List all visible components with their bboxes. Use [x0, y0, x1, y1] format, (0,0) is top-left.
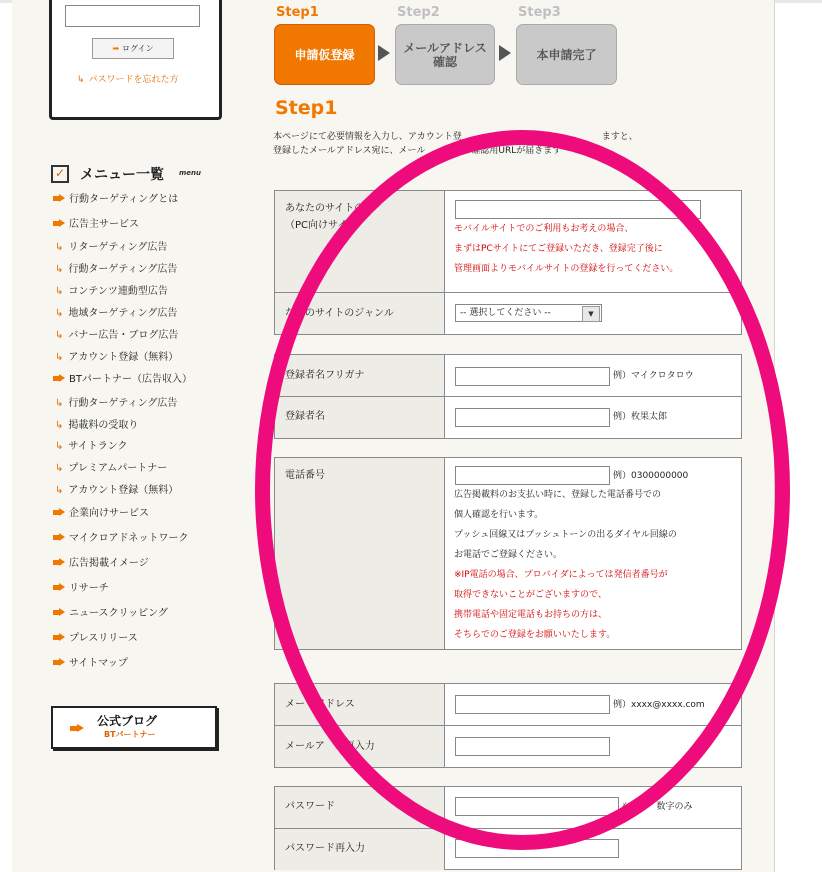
corner-arrow-icon: ↳ [77, 75, 85, 85]
phone-input[interactable] [455, 466, 610, 485]
menu-title-en: menu [179, 169, 202, 177]
sidebar-item[interactable] [53, 262, 177, 278]
email-confirm-input[interactable] [455, 737, 610, 756]
name-row [275, 396, 741, 438]
site-genre-label-text: なたのサイトのジャンル [285, 308, 394, 319]
sidebar-item-label: 広告掲載イメージ [69, 558, 149, 569]
corner-arrow-icon: ↳ [55, 308, 64, 319]
sidebar-item[interactable] [53, 418, 138, 434]
step2-box-label: メールアドレス 確認 [403, 40, 487, 69]
sidebar-item-label: BTパートナー（広告収入） [69, 374, 192, 385]
email-confirm-row [275, 725, 741, 767]
phone-warning: ※IP電話の場合、プロバイダによっては発信者番号が [454, 570, 668, 580]
page-title: Step1 [275, 97, 338, 119]
phone-note: 広告掲載料のお支払い時に、登録した電話番号での [454, 490, 662, 500]
password-label-text: パスワード [285, 801, 335, 812]
arrow-right-icon [53, 374, 65, 383]
arrow-right-icon: ➡ [112, 44, 120, 53]
site-url-label-line1: あなたのサイトの [285, 203, 365, 214]
sidebar-item[interactable] [53, 483, 178, 499]
name-label-text: 登録者名 [285, 411, 325, 422]
phone-warning: そちらでのご登録をお願いいたします。 [454, 630, 616, 640]
corner-arrow-icon: ↳ [55, 242, 64, 253]
phone-note: お電話でご登録ください。 [454, 550, 563, 560]
password-table [274, 786, 742, 870]
name-example: 例）枚果太郎 [613, 412, 668, 422]
phone-note: プッシュ回線又はプッシュトーンの出るダイヤル回線の [454, 530, 677, 540]
email-label-text: メー アドレス [285, 699, 355, 710]
login-panel [49, 0, 222, 120]
corner-arrow-icon: ↳ [55, 463, 64, 474]
sidebar-item-label: リサーチ [69, 583, 109, 594]
login-password-input[interactable] [65, 5, 200, 27]
sidebar-item[interactable] [53, 192, 178, 208]
corner-arrow-icon: ↳ [55, 352, 64, 363]
name-label [275, 397, 445, 438]
corner-arrow-icon: ↳ [55, 420, 64, 431]
sidebar-item-label: サイトランク [68, 441, 128, 452]
sidebar-item[interactable] [53, 506, 149, 522]
step1-label: Step1 [276, 5, 319, 20]
site-info-table [274, 190, 742, 335]
arrow-right-icon [53, 508, 65, 517]
arrow-right-icon [53, 558, 65, 567]
sidebar-item[interactable] [53, 350, 178, 366]
phone-label [275, 458, 445, 649]
email-input[interactable] [455, 695, 610, 714]
sidebar-item-label: 掲載料の受取り [68, 420, 139, 431]
sidebar-item[interactable] [53, 631, 138, 647]
sidebar-item[interactable] [53, 284, 168, 300]
corner-arrow-icon: ↳ [55, 485, 64, 496]
password-confirm-label [275, 829, 445, 870]
password-confirm-label-text: パスワード再入力 [285, 843, 365, 854]
arrow-right-icon [53, 194, 65, 203]
sidebar-item-label: マイクロアドネットワーク [69, 533, 189, 544]
sidebar-item-label: バナー広告・ブログ広告 [68, 330, 179, 341]
sidebar-item-label: ニュースクリッピング [69, 608, 168, 619]
phone-label-text: 電話番号 [285, 470, 325, 481]
intro-line1: 本ページにて必要情報を入力し、アカウント登 [273, 132, 462, 142]
arrow-right-icon [53, 633, 65, 642]
email-row [275, 684, 741, 725]
sidebar-item-label: プレミアムパートナー [68, 463, 168, 474]
checkbox-icon: ✓ [51, 165, 69, 183]
site-url-note: まずはPCサイトにてご登録いただき、登録完了後に [454, 244, 663, 254]
sidebar-item[interactable] [53, 306, 177, 322]
password-input[interactable] [455, 797, 619, 816]
site-url-label-line2: （PC向けサイ [285, 220, 348, 231]
password-row [275, 787, 741, 828]
sidebar-item-label: サイトマップ [69, 658, 128, 669]
site-genre-select[interactable] [455, 304, 602, 322]
sidebar-item[interactable] [53, 581, 109, 597]
site-url-note: モバイルサイトでのご利用もお考えの場合、 [454, 224, 634, 234]
kana-row [275, 355, 741, 396]
login-button-label: ログイン [122, 44, 154, 53]
corner-arrow-icon: ↳ [55, 398, 64, 409]
name-input[interactable] [455, 408, 610, 427]
kana-input[interactable] [455, 367, 610, 386]
corner-arrow-icon: ↳ [55, 264, 64, 275]
arrow-right-icon [70, 724, 84, 733]
forgot-password-link[interactable] [77, 72, 179, 85]
registrant-table [274, 354, 742, 439]
sidebar-item-label: 地域ターゲティング広告 [68, 308, 178, 319]
password-confirm-input[interactable] [455, 839, 619, 858]
email-table [274, 683, 742, 768]
step3-box [516, 24, 617, 85]
password-label [275, 787, 445, 828]
email-confirm-label-text: メールア ス再入力 [285, 741, 375, 752]
sidebar-item-label: アカウント登録（無料） [68, 352, 179, 363]
arrow-right-icon [53, 608, 65, 617]
sidebar-item-label: 企業向けサービス [69, 508, 149, 519]
intro-line2b: 確認用URLが届きます [471, 146, 562, 156]
step1-box [274, 24, 375, 85]
phone-note: 個人確認を行います。 [454, 510, 544, 520]
phone-table [274, 457, 742, 650]
sidebar-item-label: リターゲティング広告 [68, 242, 168, 253]
menu-title: メニュー一覧 [80, 167, 164, 183]
password-note: ※半 数字のみ [622, 802, 693, 812]
sidebar-item-label: コンテンツ連動型広告 [68, 286, 168, 297]
blog-title: 公式ブログ [97, 714, 158, 728]
chevron-down-icon[interactable]: ▼ [582, 306, 600, 322]
step1-box-label: 申請仮登録 [294, 47, 355, 62]
sidebar-item[interactable] [53, 439, 128, 455]
corner-arrow-icon: ↳ [55, 286, 64, 297]
intro-line1b: ますと、 [601, 132, 638, 142]
step-arrow-icon [499, 45, 511, 61]
site-url-input[interactable] [455, 200, 701, 219]
step3-box-label: 本申請完了 [536, 47, 597, 62]
site-url-row [275, 191, 741, 292]
kana-label [275, 355, 445, 396]
sidebar-item[interactable] [53, 461, 167, 477]
site-url-label [275, 191, 445, 292]
phone-example: 例）0300000000 [613, 471, 689, 481]
sidebar-item[interactable] [53, 396, 177, 412]
arrow-right-icon [53, 658, 65, 667]
email-label [275, 684, 445, 725]
arrow-right-icon [53, 219, 65, 228]
forgot-password-label: パスワードを忘れた方 [88, 75, 179, 85]
sidebar-item[interactable] [53, 656, 128, 672]
arrow-right-icon [53, 533, 65, 542]
step-arrow-icon [378, 45, 390, 61]
sidebar-item[interactable] [53, 217, 139, 233]
sidebar-item[interactable] [53, 556, 149, 572]
sidebar-item[interactable] [53, 606, 168, 622]
site-genre-label [275, 293, 445, 334]
official-blog-banner[interactable] [51, 706, 217, 749]
corner-arrow-icon: ↳ [55, 330, 64, 341]
kana-label-text: 登録者名フリガナ [285, 370, 365, 381]
intro-line2: 登録したメールアドレス宛に、メール [273, 146, 426, 156]
email-example: 例）xxxx@xxxx.com [613, 700, 705, 710]
sidebar-item-label: 行動ターゲティング広告 [68, 264, 178, 275]
phone-warning: 取得できないことがございますので、 [454, 590, 607, 600]
intro-text [273, 130, 638, 158]
sidebar-item-label: 行動ターゲティングとは [69, 194, 179, 205]
step2-label: Step2 [397, 5, 440, 20]
kana-example: 例）マイクロタロウ [613, 371, 694, 381]
login-button[interactable] [92, 38, 174, 59]
blog-subtitle: BTパートナー [104, 730, 156, 739]
site-url-note: 管理画面よりモバイルサイトの登録を行ってください。 [454, 264, 679, 274]
sidebar-item[interactable] [53, 531, 189, 547]
step3-label: Step3 [518, 5, 561, 20]
sidebar-item-label: 行動ターゲティング広告 [68, 398, 178, 409]
phone-warning: 携帯電話や固定電話もお持ちの方は、 [454, 610, 608, 620]
sidebar-item[interactable] [53, 328, 178, 344]
email-confirm-label [275, 726, 445, 767]
sidebar-item[interactable] [53, 372, 192, 388]
corner-arrow-icon: ↳ [55, 441, 64, 452]
site-genre-row [275, 292, 741, 334]
sidebar-item-label: 広告主サービス [69, 219, 139, 230]
sidebar-item-label: アカウント登録（無料） [68, 485, 179, 496]
arrow-right-icon [53, 583, 65, 592]
sidebar-item-label: プレスリリース [69, 633, 138, 644]
phone-row [275, 458, 741, 649]
step2-box [395, 24, 495, 85]
password-confirm-row [275, 828, 741, 870]
site-genre-select-value: -- 選択してください -- [460, 308, 551, 318]
sidebar-item[interactable] [53, 240, 167, 256]
